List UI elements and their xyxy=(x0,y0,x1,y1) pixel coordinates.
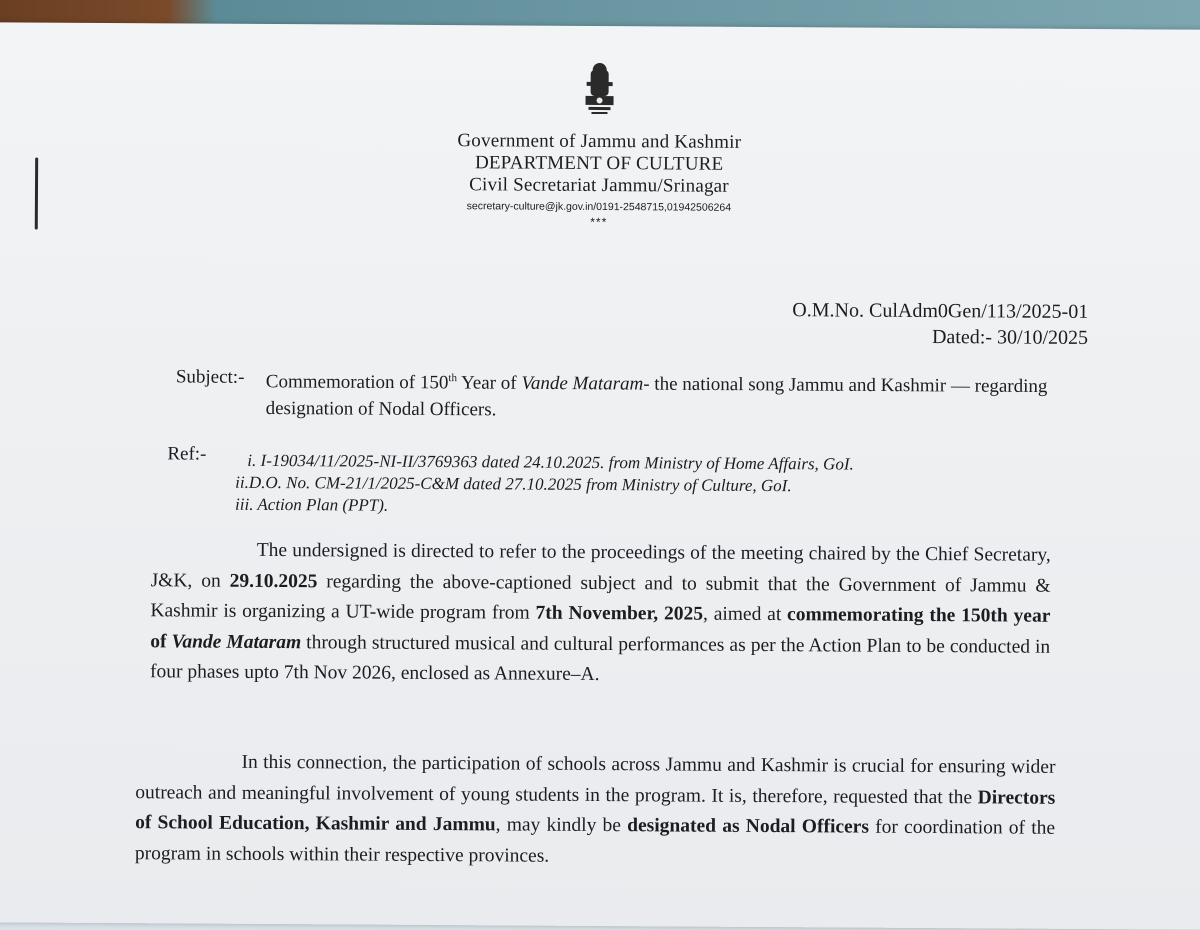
reference-item: ii.D.O. No. CM-21/1/2025-C&M dated 27.10.2025 from Ministry of Culture, GoI. xyxy=(235,472,792,496)
reference-item: i. I-19034/11/2025-NI-II/3769363 dated 24.10.2025. from Ministry of Home Affairs, GoI. xyxy=(247,450,854,474)
separator-stars: *** xyxy=(590,214,608,230)
subject-superscript: th xyxy=(448,372,458,385)
paragraph-one xyxy=(150,535,1051,693)
subject-text-part: Commemoration of 150 xyxy=(265,371,449,394)
nodal-officers-phrase: designated as Nodal Officers xyxy=(627,815,870,838)
government-name: Government of Jammu and Kashmir xyxy=(457,130,742,153)
department-name: DEPARTMENT OF CULTURE xyxy=(474,152,724,175)
paragraph-two xyxy=(135,747,1056,875)
paragraph-text: The undersigned is directed to refer to the proceedings of the meeting chaired by the Chief Secretary, J&K, on xyxy=(150,539,1051,592)
song-name: Vande Mataram xyxy=(171,630,302,653)
reference-label: Ref:- xyxy=(167,443,207,465)
paragraph-text: through structured musical and cultural performances as per the Action Plan to be conducted in four phases upto 7th Nov 2026, enclosed as Annexure–A. xyxy=(149,631,1051,686)
paragraph-text: for coordination of the program in schools within their respective provinces. xyxy=(134,816,1056,867)
document-sheet xyxy=(0,22,1200,930)
reference-list xyxy=(235,450,1047,521)
subject-text-part: Year of xyxy=(456,372,522,394)
subject-block xyxy=(175,363,1056,421)
letterhead xyxy=(399,61,800,230)
subject-label: Subject:- xyxy=(175,366,245,388)
commemoration-phrase: commemorating the 150th year of xyxy=(150,604,1051,652)
subject-text-part: - the national song Jammu and Kashmir — regarding designation of Nodal Officers. xyxy=(265,373,1048,421)
paragraph-text: , may kindly be xyxy=(495,814,628,837)
contact-line: secretary-culture@jk.gov.in/0191-2548715,01942506264 xyxy=(466,200,732,214)
subject-text xyxy=(266,364,1056,427)
paragraph-text: regarding the above-captioned subject and to submit that the Government of Jammu & Kashmir is organizing a UT-wide program from xyxy=(150,570,1051,624)
directors-phrase: Directors of School Education, Kashmir and Jammu xyxy=(135,786,1056,836)
reference-block xyxy=(167,443,1047,515)
memo-date: Dated:- 30/10/2025 xyxy=(931,326,1089,349)
state-emblem-icon xyxy=(577,62,621,124)
secretariat-address: Civil Secretariat Jammu/Srinagar xyxy=(469,174,729,197)
subject-song-name: Vande Mataram xyxy=(521,372,644,395)
memo-number: O.M.No. CulAdm0Gen/113/2025-01 xyxy=(792,299,1089,323)
pen-mark xyxy=(35,158,38,230)
memo-reference xyxy=(792,297,1088,351)
program-start-date: 7th November, 2025 xyxy=(535,602,704,625)
paragraph-text: , aimed at xyxy=(702,603,788,626)
reference-item: iii. Action Plan (PPT). xyxy=(235,494,389,515)
paragraph-text: In this connection, the participation of schools across Jammu and Kashmir is crucial for ensuring wider outreach and meaningful involvement of young students in the program. It is, therefore, requested that the xyxy=(135,751,1056,808)
meeting-date: 29.10.2025 xyxy=(229,570,318,592)
